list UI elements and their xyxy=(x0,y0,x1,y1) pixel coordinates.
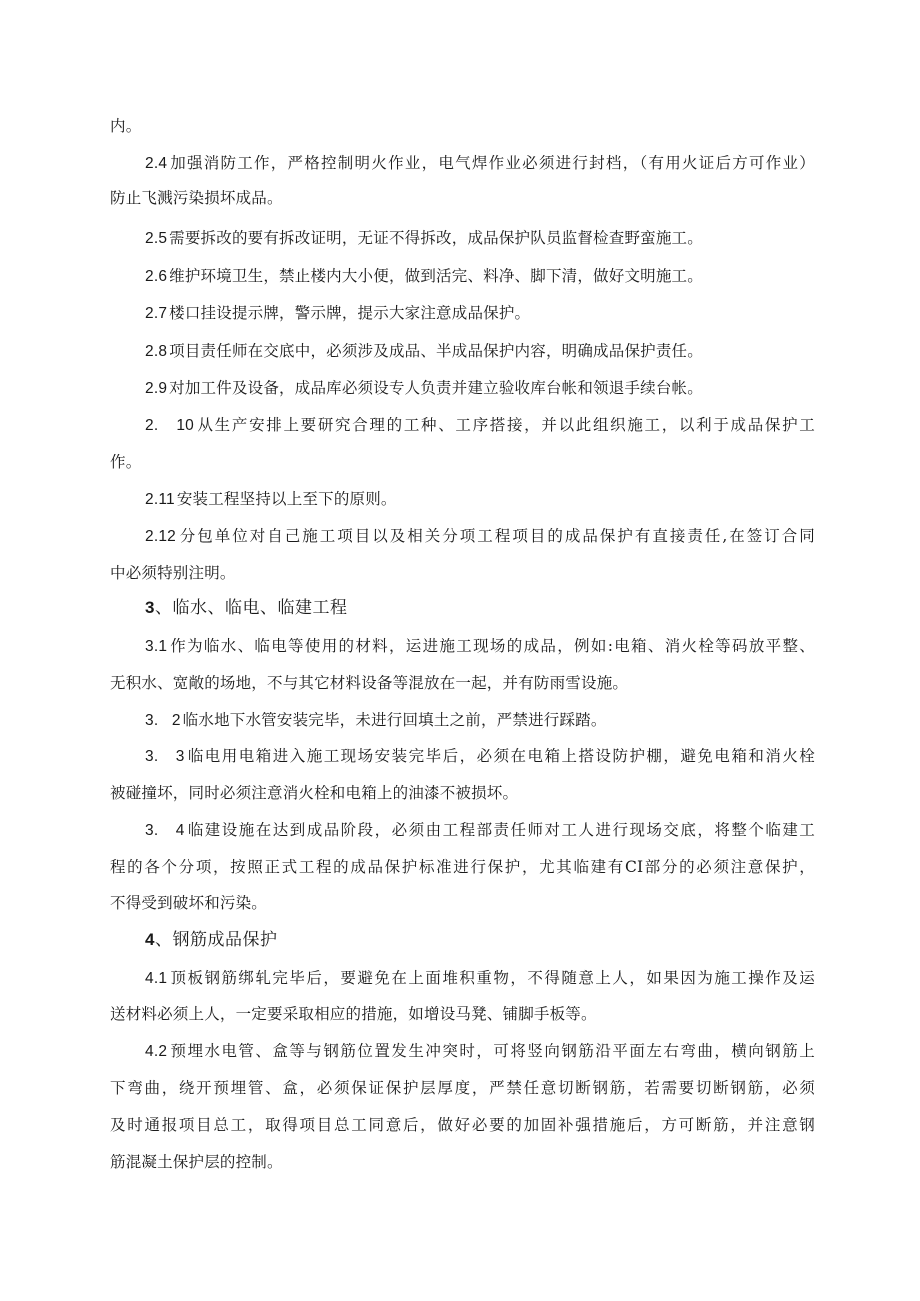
paragraph-2-7: 2.7 楼口挂设提示牌，警示牌，提示大家注意成品保护。 xyxy=(145,304,531,322)
paragraph-3-4-line-2: 程的各个分项，按照正式工程的成品保护标准进行保护，尤其临建有CI部分的必须注意保护， xyxy=(110,858,815,876)
paragraph-3-1-line-1: 3.1 作为临水、临电等使用的材料，运进施工现场的成品，例如:电箱、消火栓等码放平整、 xyxy=(145,637,815,655)
paragraph-2-11: 2.11 安装工程坚持以上至下的原则。 xyxy=(145,490,397,508)
paragraph-2-4-line-2: 防止飞溅污染损坏成品。 xyxy=(110,189,283,207)
paragraph-2-6: 2.6 维护环境卫生，禁止楼内大小便，做到活完、料净、脚下清，做好文明施工。 xyxy=(145,267,703,285)
paragraph-4-2-line-4: 筋混凝土保护层的控制。 xyxy=(110,1153,283,1171)
section-heading-4: 4、钢筋成品保护 xyxy=(145,930,278,950)
paragraph-4-2-line-3: 及时通报项目总工，取得项目总工同意后，做好必要的加固补强措施后，方可断筋，并注意钢 xyxy=(110,1116,815,1134)
paragraph-2-4-line-1: 2.4 加强消防工作，严格控制明火作业，电气焊作业必须进行封档，（有用火证后方可作业） xyxy=(145,154,815,172)
paragraph-2-5: 2.5 需要拆改的要有拆改证明，无证不得拆改，成品保护队员监督检查野蛮施工。 xyxy=(145,229,703,247)
paragraph-3-4-line-1: 3. 4 临建设施在达到成品阶段，必须由工程部责任师对工人进行现场交底，将整个临建工 xyxy=(145,821,815,839)
paragraph-2-12-line-2: 中必须特别注明。 xyxy=(110,564,236,582)
paragraph-3-3-line-1: 3. 3 临电用电箱进入施工现场安装完毕后，必须在电箱上搭设防护棚，避免电箱和消火栓 xyxy=(145,747,815,765)
section-heading-3: 3、临水、临电、临建工程 xyxy=(145,598,348,618)
paragraph-2-12-line-1: 2.12 分包单位对自己施工项目以及相关分项工程项目的成品保护有直接责任,在签订合同 xyxy=(145,527,815,545)
paragraph-3-1-line-2: 无积水、宽敞的场地，不与其它材料设备等混放在一起，并有防雨雪设施。 xyxy=(110,674,629,692)
paragraph-2-8: 2.8 项目责任师在交底中，必须涉及成品、半成品保护内容，明确成品保护责任。 xyxy=(145,342,703,360)
paragraph-4-1-line-1: 4.1 顶板钢筋绑轧完毕后，要避免在上面堆积重物，不得随意上人，如果因为施工操作及运 xyxy=(145,969,815,987)
paragraph-2-10-line-2: 作。 xyxy=(110,453,142,471)
paragraph-4-2-line-1: 4.2 预埋水电管、盒等与钢筋位置发生冲突时，可将竖向钢筋沿平面左右弯曲，横向钢筋上 xyxy=(145,1042,815,1060)
paragraph-4-2-line-2: 下弯曲，绕开预埋管、盒，必须保证保护层厚度，严禁任意切断钢筋，若需要切断钢筋，必须 xyxy=(110,1079,815,1097)
paragraph-2-9: 2.9 对加工件及设备，成品库必须设专人负责并建立验收库台帐和领退手续台帐。 xyxy=(145,379,703,397)
paragraph-4-1-line-2: 送材料必须上人，一定要采取相应的措施，如增设马凳、铺脚手板等。 xyxy=(110,1005,597,1023)
paragraph-3-2: 3. 2 临水地下水管安装完毕，未进行回填土之前，严禁进行踩踏。 xyxy=(145,711,607,729)
paragraph-3-3-line-2: 被碰撞坏，同时必须注意消火栓和电箱上的油漆不被损坏。 xyxy=(110,784,519,802)
paragraph-continuation: 内。 xyxy=(110,117,142,135)
paragraph-2-10-line-1: 2. 10 从生产安排上要研究合理的工种、工序搭接，并以此组织施工，以利于成品保护工 xyxy=(145,416,815,434)
paragraph-3-4-line-3: 不得受到破坏和污染。 xyxy=(110,894,268,912)
